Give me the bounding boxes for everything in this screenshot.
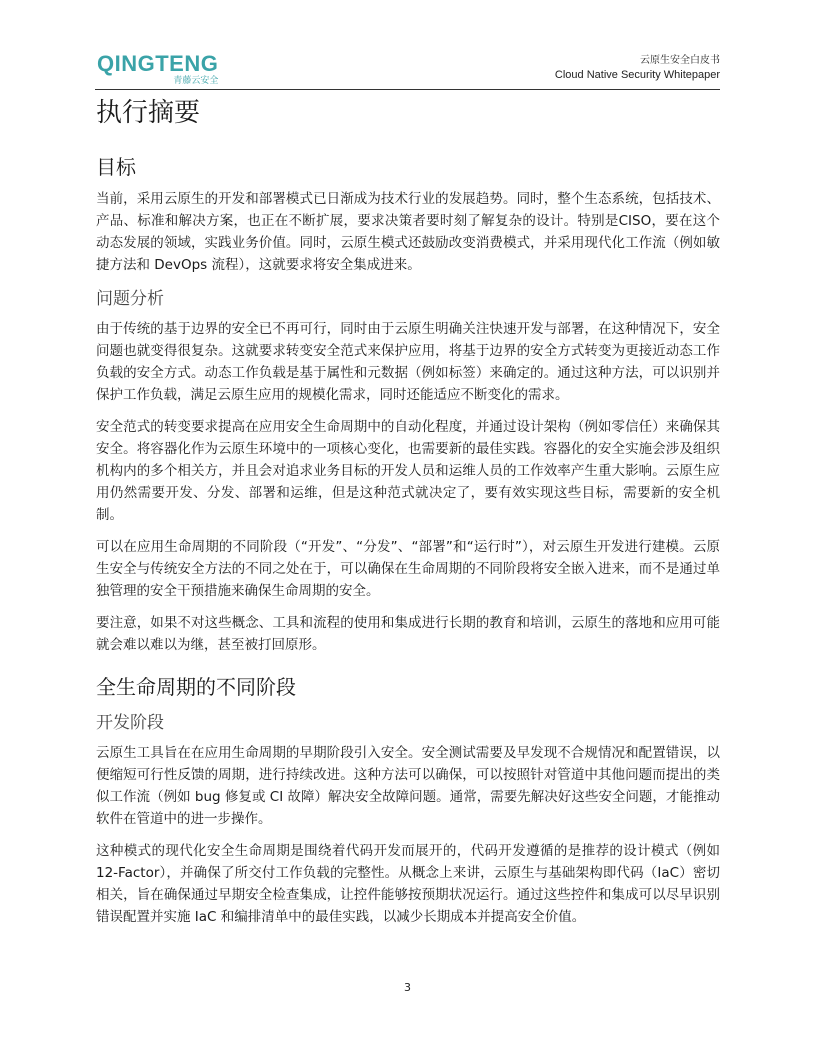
section-title-develop: 开发阶段 [96, 713, 164, 733]
header-title-cn: 云原生安全白皮书 [640, 55, 720, 66]
running-header [555, 54, 720, 82]
page-number: 3 [404, 981, 411, 994]
main-content [96, 96, 720, 938]
paragraph: 云原生工具旨在在应用生命周期的早期阶段引入安全。安全测试需要及早发现不合规情况和配置错误，以便缩短可行性反馈的周期，进行持续改进。这种方法可以确保，可以按照针对管道中其他问题而提出的类似工作流（例如 bug 修复或 CI 故障）解决安全故障问题。通常，需要先解决好这些安全问题，才能推动软件在管道中的进一步操作。 [96, 745, 720, 827]
paragraph: 由于传统的基于边界的安全已不再可行，同时由于云原生明确关注快速开发与部署，在这种情况下，安全问题也就变得很复杂。这就要求转变安全范式来保护应用，将基于边界的安全方式转变为更接近动态工作负载的安全方式。动态工作负载是基于属性和元数据（例如标签）来确定的。通过这种方法，可以识别并保护工作负载，满足云原生应用的规模化需求，同时还能适应不断变化的需求。 [96, 321, 720, 403]
section-title-exec-summary: 执行摘要 [96, 98, 201, 128]
qingteng-logo [97, 52, 218, 87]
header-divider [95, 89, 720, 90]
logo-wordmark: QINGTENG [97, 51, 219, 76]
logo-subtitle: 青藤云安全 [173, 76, 219, 86]
section-title-problem: 问题分析 [96, 289, 164, 309]
section-title-lifecycle: 全生命周期的不同阶段 [96, 675, 296, 699]
paragraph: 要注意，如果不对这些概念、工具和流程的使用和集成进行长期的教育和培训，云原生的落地和应用可能就会难以难以为继，甚至被打回原形。 [96, 615, 720, 653]
paragraph: 这种模式的现代化安全生命周期是围绕着代码开发而展开的，代码开发遵循的是推荐的设计模式（例如 12-Factor），并确保了所交付工作负载的完整性。从概念上来讲，云原生与基础架构即代码（IaC）密切相关，旨在确保通过早期安全检查集成，让控件能够按预期状况运行。通过这些控件和集成可以尽早识别错误配置并实施 IaC 和编排清单中的最佳实践，以减少长期成本并提高安全价值。 [96, 843, 720, 925]
header-title-en: Cloud Native Security Whitepaper [554, 69, 720, 81]
section-title-goal: 目标 [96, 155, 136, 179]
paragraph: 当前，采用云原生的开发和部署模式已日渐成为技术行业的发展趋势。同时，整个生态系统，包括技术、产品、标准和解决方案，也正在不断扩展，要求决策者要时刻了解复杂的设计。特别是CISO，要在这个动态发展的领域，实践业务价值。同时，云原生模式还鼓励改变消费模式，并采用现代化工作流（例如敏捷方法和 DevOps 流程），这就要求将安全集成进来。 [96, 191, 720, 273]
paragraph: 安全范式的转变要求提高在应用安全生命周期中的自动化程度，并通过设计架构（例如零信任）来确保其安全。将容器化作为云原生环境中的一项核心变化，也需要新的最佳实践。容器化的安全实施会涉及组织机构内的多个相关方，并且会对追求业务目标的开发人员和运维人员的工作效率产生重大影响。云原生应用仍然需要开发、分发、部署和运维，但是这种范式就决定了，要有效实现这些目标，需要新的安全机制。 [96, 419, 720, 523]
paragraph: 可以在应用生命周期的不同阶段（“开发”、“分发”、“部署”和“运行时”），对云原生开发进行建模。云原生安全与传统安全方法的不同之处在于，可以确保在生命周期的不同阶段将安全嵌入进来，而不是通过单独管理的安全干预措施来确保生命周期的安全。 [96, 539, 720, 599]
